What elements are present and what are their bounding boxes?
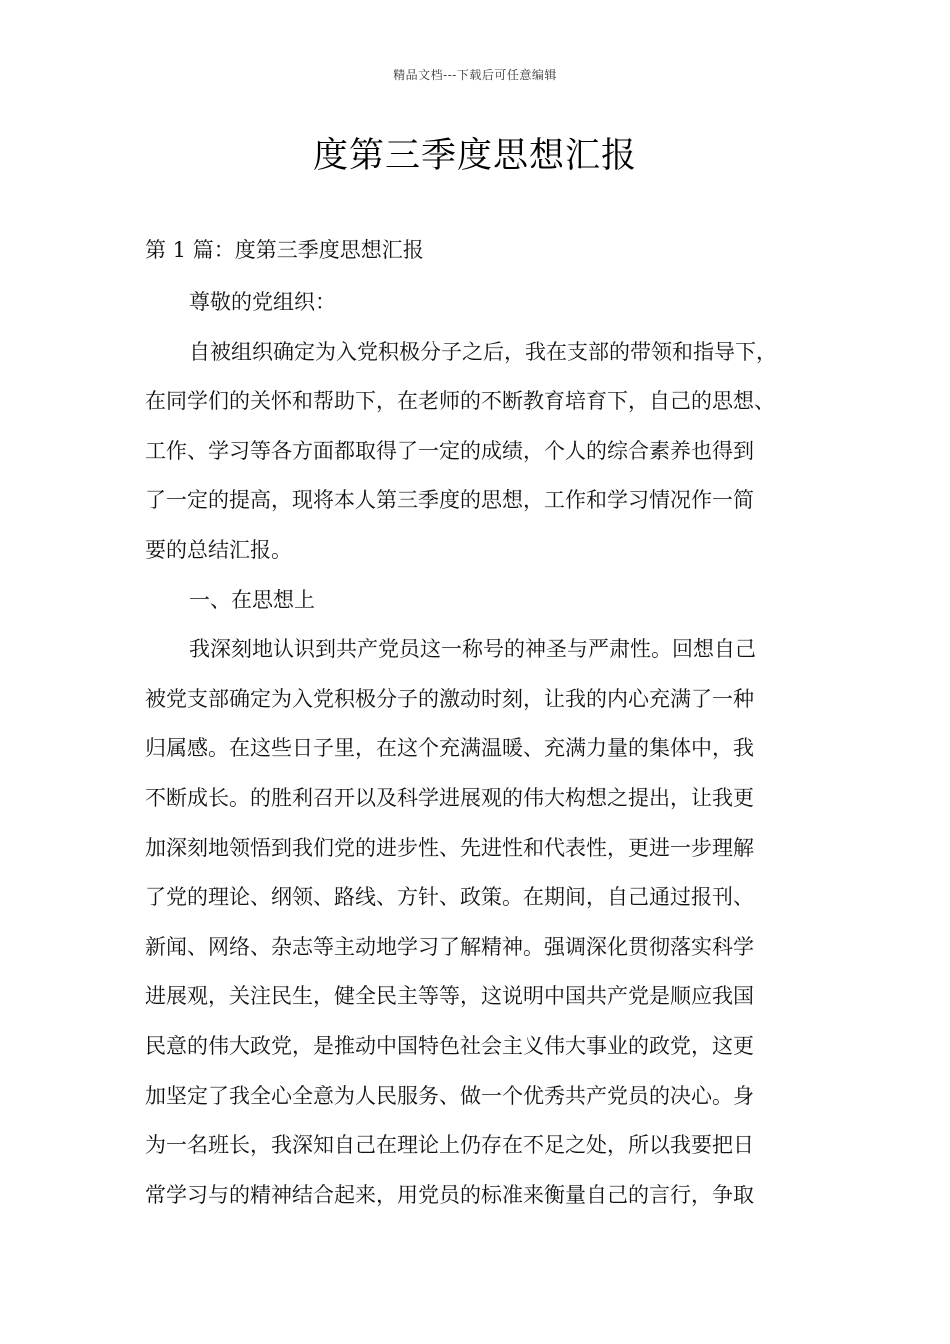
paragraph-line: 被党支部确定为入党积极分子的激动时刻，让我的内心充满了一种 (145, 686, 754, 711)
paragraph-line: 工作、学习等各方面都取得了一定的成绩，个人的综合素养也得到 (145, 438, 754, 463)
paragraph-line: 在同学们的关怀和帮助下，在老师的不断教育培育下，自己的思想、 (145, 389, 775, 414)
paragraph-line: 我深刻地认识到共产党员这一称号的神圣与严肃性。回想自己 (189, 637, 756, 662)
paragraph-line: 为一名班长，我深知自己在理论上仍存在不足之处，所以我要把日 (145, 1133, 754, 1158)
paragraph-line: 加坚定了我全心全意为人民服务、做一个优秀共产党员的决心。身 (145, 1083, 754, 1108)
paragraph-line: 自被组织确定为入党积极分子之后，我在支部的带领和指导下， (189, 339, 777, 364)
paragraph-line: 了一定的提高，现将本人第三季度的思想，工作和学习情况作一简 (145, 488, 754, 513)
section-heading: 第 1 篇：度第三季度思想汇报 (145, 238, 424, 262)
header-note: 精品文档---下载后可任意编辑 (393, 68, 557, 82)
body-text (145, 278, 810, 1220)
paragraph-line: 了党的理论、纲领、路线、方针、政策。在期间，自己通过报刊、 (145, 885, 754, 910)
paragraph-line: 常学习与的精神结合起来，用党员的标准来衡量自己的言行，争取 (145, 1182, 754, 1207)
paragraph-line: 民意的伟大政党，是推动中国特色社会主义伟大事业的政党，这更 (145, 1033, 754, 1058)
paragraph-line: 新闻、网络、杂志等主动地学习了解精神。强调深化贯彻落实科学 (145, 934, 754, 959)
subsection-heading: 一、在思想上 (189, 587, 315, 612)
salutation: 尊敬的党组织： (189, 290, 336, 314)
paragraph-line: 进展观，关注民生，健全民主等等，这说明中国共产党是顺应我国 (145, 984, 754, 1009)
paragraph-line: 要的总结汇报。 (145, 537, 292, 562)
paragraph-line: 加深刻地领悟到我们党的进步性、先进性和代表性，更进一步理解 (145, 835, 754, 860)
paragraph-line: 不断成长。的胜利召开以及科学进展观的伟大构想之提出，让我更 (145, 785, 754, 810)
paragraph-line: 归属感。在这些日子里，在这个充满温暖、充满力量的集体中，我 (145, 736, 754, 761)
document-title: 度第三季度思想汇报 (312, 136, 637, 176)
